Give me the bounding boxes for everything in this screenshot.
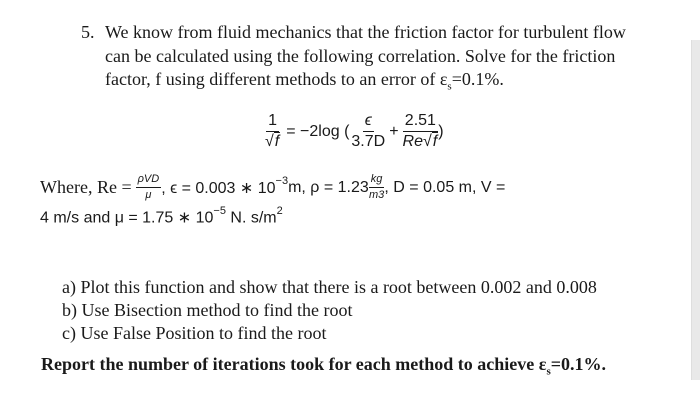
where-line: Where, Re = $\frac{\text{ρVD}}{\mu}$ , ϵ = 0.003 ∗ 10 $^{-3}$ m, ρ = 1.23 $\frac{kg}{m3}$ , D = 0.05 m, V =	[40, 173, 506, 201]
plus-sign: +	[389, 122, 399, 140]
lhs-fraction: $\frac{1}{√f}$	[265, 112, 280, 150]
re-fraction: $\frac{2.51}{Re√f}$	[402, 112, 438, 150]
close-paren: )	[438, 122, 444, 140]
eps-fraction: $\frac{\epsilon}{3.7D}$	[351, 112, 386, 150]
problem-line-2: can be calculated using the following correlation. Solve for the friction	[105, 46, 616, 66]
vertical-scrollbar[interactable]	[691, 40, 700, 380]
task-b: b) Use Bisection method to find the root	[62, 300, 353, 320]
task-c: c) Use False Position to find the root	[62, 323, 327, 343]
problem-line-1: We know from fluid mechanics that the friction factor for turbulent flow	[105, 22, 626, 42]
problem-number: 5.	[81, 22, 95, 42]
colebrook-equation	[265, 113, 444, 150]
re-definition-fraction: $\frac{\text{ρVD}}{\mu}$	[137, 173, 160, 201]
kg-per-m3-fraction: $\frac{kg}{m3}$	[368, 173, 385, 201]
equals-log: = −2log (	[286, 122, 350, 140]
report-instruction: Report the number of iterations took for each method to achieve $\varepsilon_s=0.1\%$.	[41, 354, 606, 378]
task-a: a) Plot this function and show that there is a root between 0.002 and 0.008	[62, 277, 597, 297]
where-line-2: 4 m/s and μ = 1.75 ∗ $10^{-5}$ N. $s/m^2$	[40, 205, 283, 227]
problem-line-3: factor, f using different methods to an error of $\varepsilon_s=0.1\%$.	[105, 69, 504, 93]
